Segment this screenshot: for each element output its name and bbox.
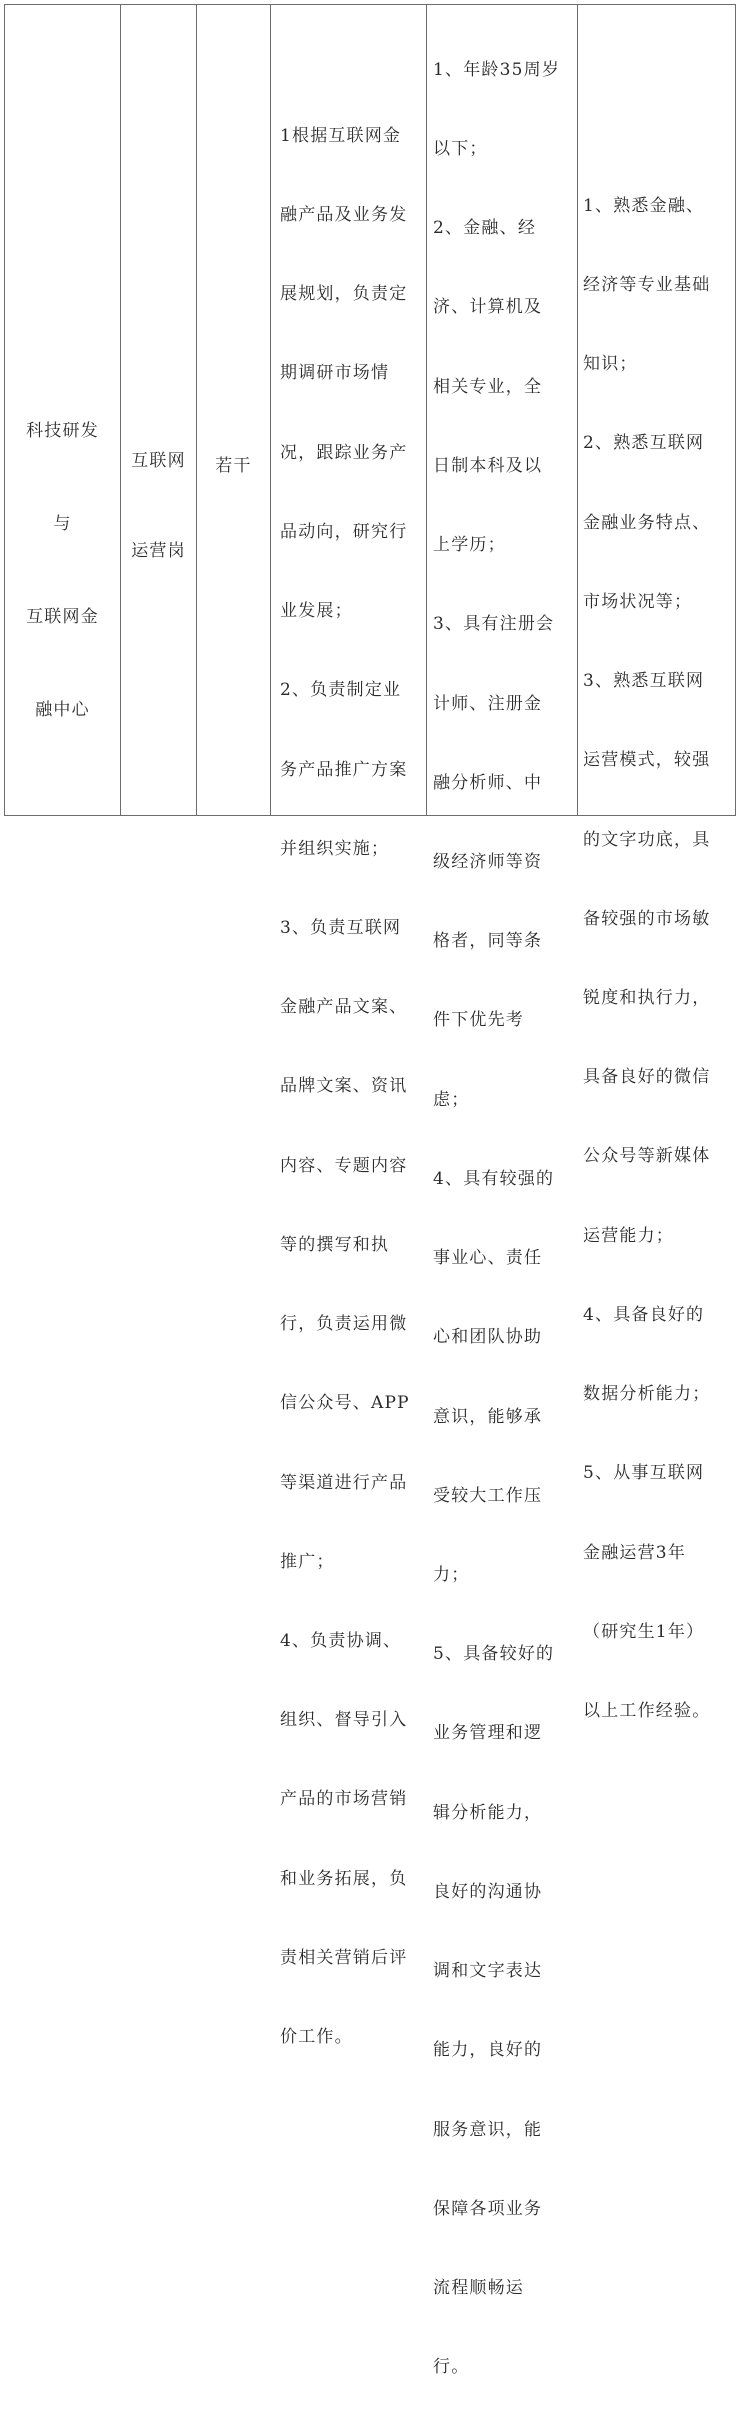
skills-line: 备较强的市场敏 <box>583 908 711 929</box>
duties-line: 内容、专题内容 <box>280 1155 408 1176</box>
department-line: 融中心 <box>35 700 90 720</box>
skills-line: 1、熟悉金融、 <box>583 195 705 216</box>
requirements-line: 辑分析能力， <box>433 1802 543 1823</box>
skills-line: 数据分析能力； <box>583 1384 711 1405</box>
department-line: 与 <box>53 514 72 534</box>
requirements-line: 融分析师、中 <box>433 772 543 793</box>
skills-text <box>583 140 710 1777</box>
duties-line: 融产品及业务发 <box>280 205 408 226</box>
duties-line: 和业务拓展，负 <box>280 1868 408 1889</box>
requirements-line: 意识，能够承 <box>433 1406 543 1427</box>
duties-line: 等渠道进行产品 <box>280 1472 408 1493</box>
requirements-text <box>433 4 560 2433</box>
skills-line: 4、具备良好的 <box>583 1304 705 1325</box>
skills-line: 知识； <box>583 354 638 375</box>
duties-line: 推广； <box>280 1551 335 1572</box>
skills-line: 金融运营3年 <box>583 1542 687 1563</box>
headcount-text <box>196 400 271 532</box>
duties-line: 1根据互联网金 <box>280 125 402 146</box>
duties-line: 责相关营销后评 <box>280 1947 408 1968</box>
requirements-line: 以下； <box>433 139 488 160</box>
duties-line: 况，跟踪业务产 <box>280 442 408 463</box>
requirements-line: 计师、注册金 <box>433 693 543 714</box>
requirements-line: 流程顺畅运 <box>433 2277 524 2298</box>
requirements-line: 服务意识，能 <box>433 2119 543 2140</box>
skills-line: （研究生1年） <box>583 1621 705 1642</box>
department-text <box>4 354 121 788</box>
skills-line: 运营模式，较强 <box>583 750 711 771</box>
duties-line: 展规划，负责定 <box>280 284 408 305</box>
duties-line: 等的撰写和执 <box>280 1234 390 1255</box>
skills-line: 3、熟悉互联网 <box>583 671 705 692</box>
skills-line: 具备良好的微信 <box>583 1067 711 1088</box>
requirements-line: 5、具备较好的 <box>433 1644 555 1665</box>
duties-line: 产品的市场营销 <box>280 1789 408 1810</box>
requirements-line: 良好的沟通协 <box>433 1881 543 1902</box>
requirements-line: 2、金融、经 <box>433 218 537 239</box>
position-line: 互联网 <box>131 451 186 471</box>
skills-line: 市场状况等； <box>583 591 693 612</box>
duties-line: 3、负责互联网 <box>280 918 402 938</box>
duties-line: 业发展； <box>280 601 353 622</box>
duties-line: 信公众号、APP <box>280 1393 410 1414</box>
requirements-line: 受较大工作压 <box>433 1485 543 1506</box>
requirements-line: 能力，良好的 <box>433 2040 543 2061</box>
duties-text <box>280 70 410 2103</box>
skills-line: 公众号等新媒体 <box>583 1146 711 1167</box>
duties-line: 务产品推广方案 <box>280 759 408 780</box>
duties-line: 并组织实施； <box>280 838 390 859</box>
duties-line: 期调研市场情 <box>280 363 390 384</box>
skills-line: 以上工作经验。 <box>583 1700 711 1721</box>
requirements-line: 1、年龄35周岁 <box>433 59 561 80</box>
requirements-line: 事业心、责任 <box>433 1248 543 1269</box>
requirements-line: 日制本科及以 <box>433 455 543 476</box>
department-line: 互联网金 <box>26 607 99 627</box>
requirements-line: 4、具有较强的 <box>433 1168 555 1189</box>
requirements-line: 业务管理和逻 <box>433 1723 543 1744</box>
duties-line: 金融产品文案、 <box>280 997 408 1018</box>
requirements-line: 虑； <box>433 1089 470 1110</box>
skills-line: 金融业务特点、 <box>583 512 711 533</box>
skills-line: 5、从事互联网 <box>583 1463 705 1484</box>
requirements-line: 级经济师等资 <box>433 852 543 872</box>
skills-line: 经济等专业基础 <box>583 275 711 296</box>
duties-line: 2、负责制定业 <box>280 680 402 701</box>
requirements-line: 保障各项业务 <box>433 2198 543 2219</box>
skills-line: 2、熟悉互联网 <box>583 433 705 454</box>
position-line: 运营岗 <box>131 541 186 561</box>
requirements-line: 调和文字表达 <box>433 1961 543 1982</box>
requirements-line: 济、计算机及 <box>433 297 543 318</box>
requirements-line: 心和团队协助 <box>433 1327 543 1348</box>
department-line: 科技研发 <box>26 421 99 441</box>
skills-line: 运营能力； <box>583 1225 674 1246</box>
duties-line: 组织、督导引入 <box>280 1710 408 1731</box>
requirements-line: 格者，同等条 <box>433 931 543 952</box>
requirements-line: 3、具有注册会 <box>433 614 555 635</box>
duties-line: 品牌文案、资讯 <box>280 1076 408 1097</box>
requirements-line: 力； <box>433 1564 470 1585</box>
skills-line: 锐度和执行力， <box>583 988 711 1008</box>
duties-line: 价工作。 <box>280 2027 353 2048</box>
duties-line: 4、负责协调、 <box>280 1630 402 1651</box>
skills-line: 的文字功底，具 <box>583 829 711 850</box>
requirements-line: 上学历； <box>433 535 506 556</box>
headcount-value: 若干 <box>215 455 252 476</box>
duties-line: 行，负责运用微 <box>280 1314 408 1335</box>
duties-line: 品动向，研究行 <box>280 521 408 542</box>
requirements-line: 行。 <box>433 2357 470 2378</box>
requirements-line: 相关专业，全 <box>433 376 543 397</box>
position-text <box>120 386 197 626</box>
requirements-line: 件下优先考 <box>433 1010 524 1031</box>
